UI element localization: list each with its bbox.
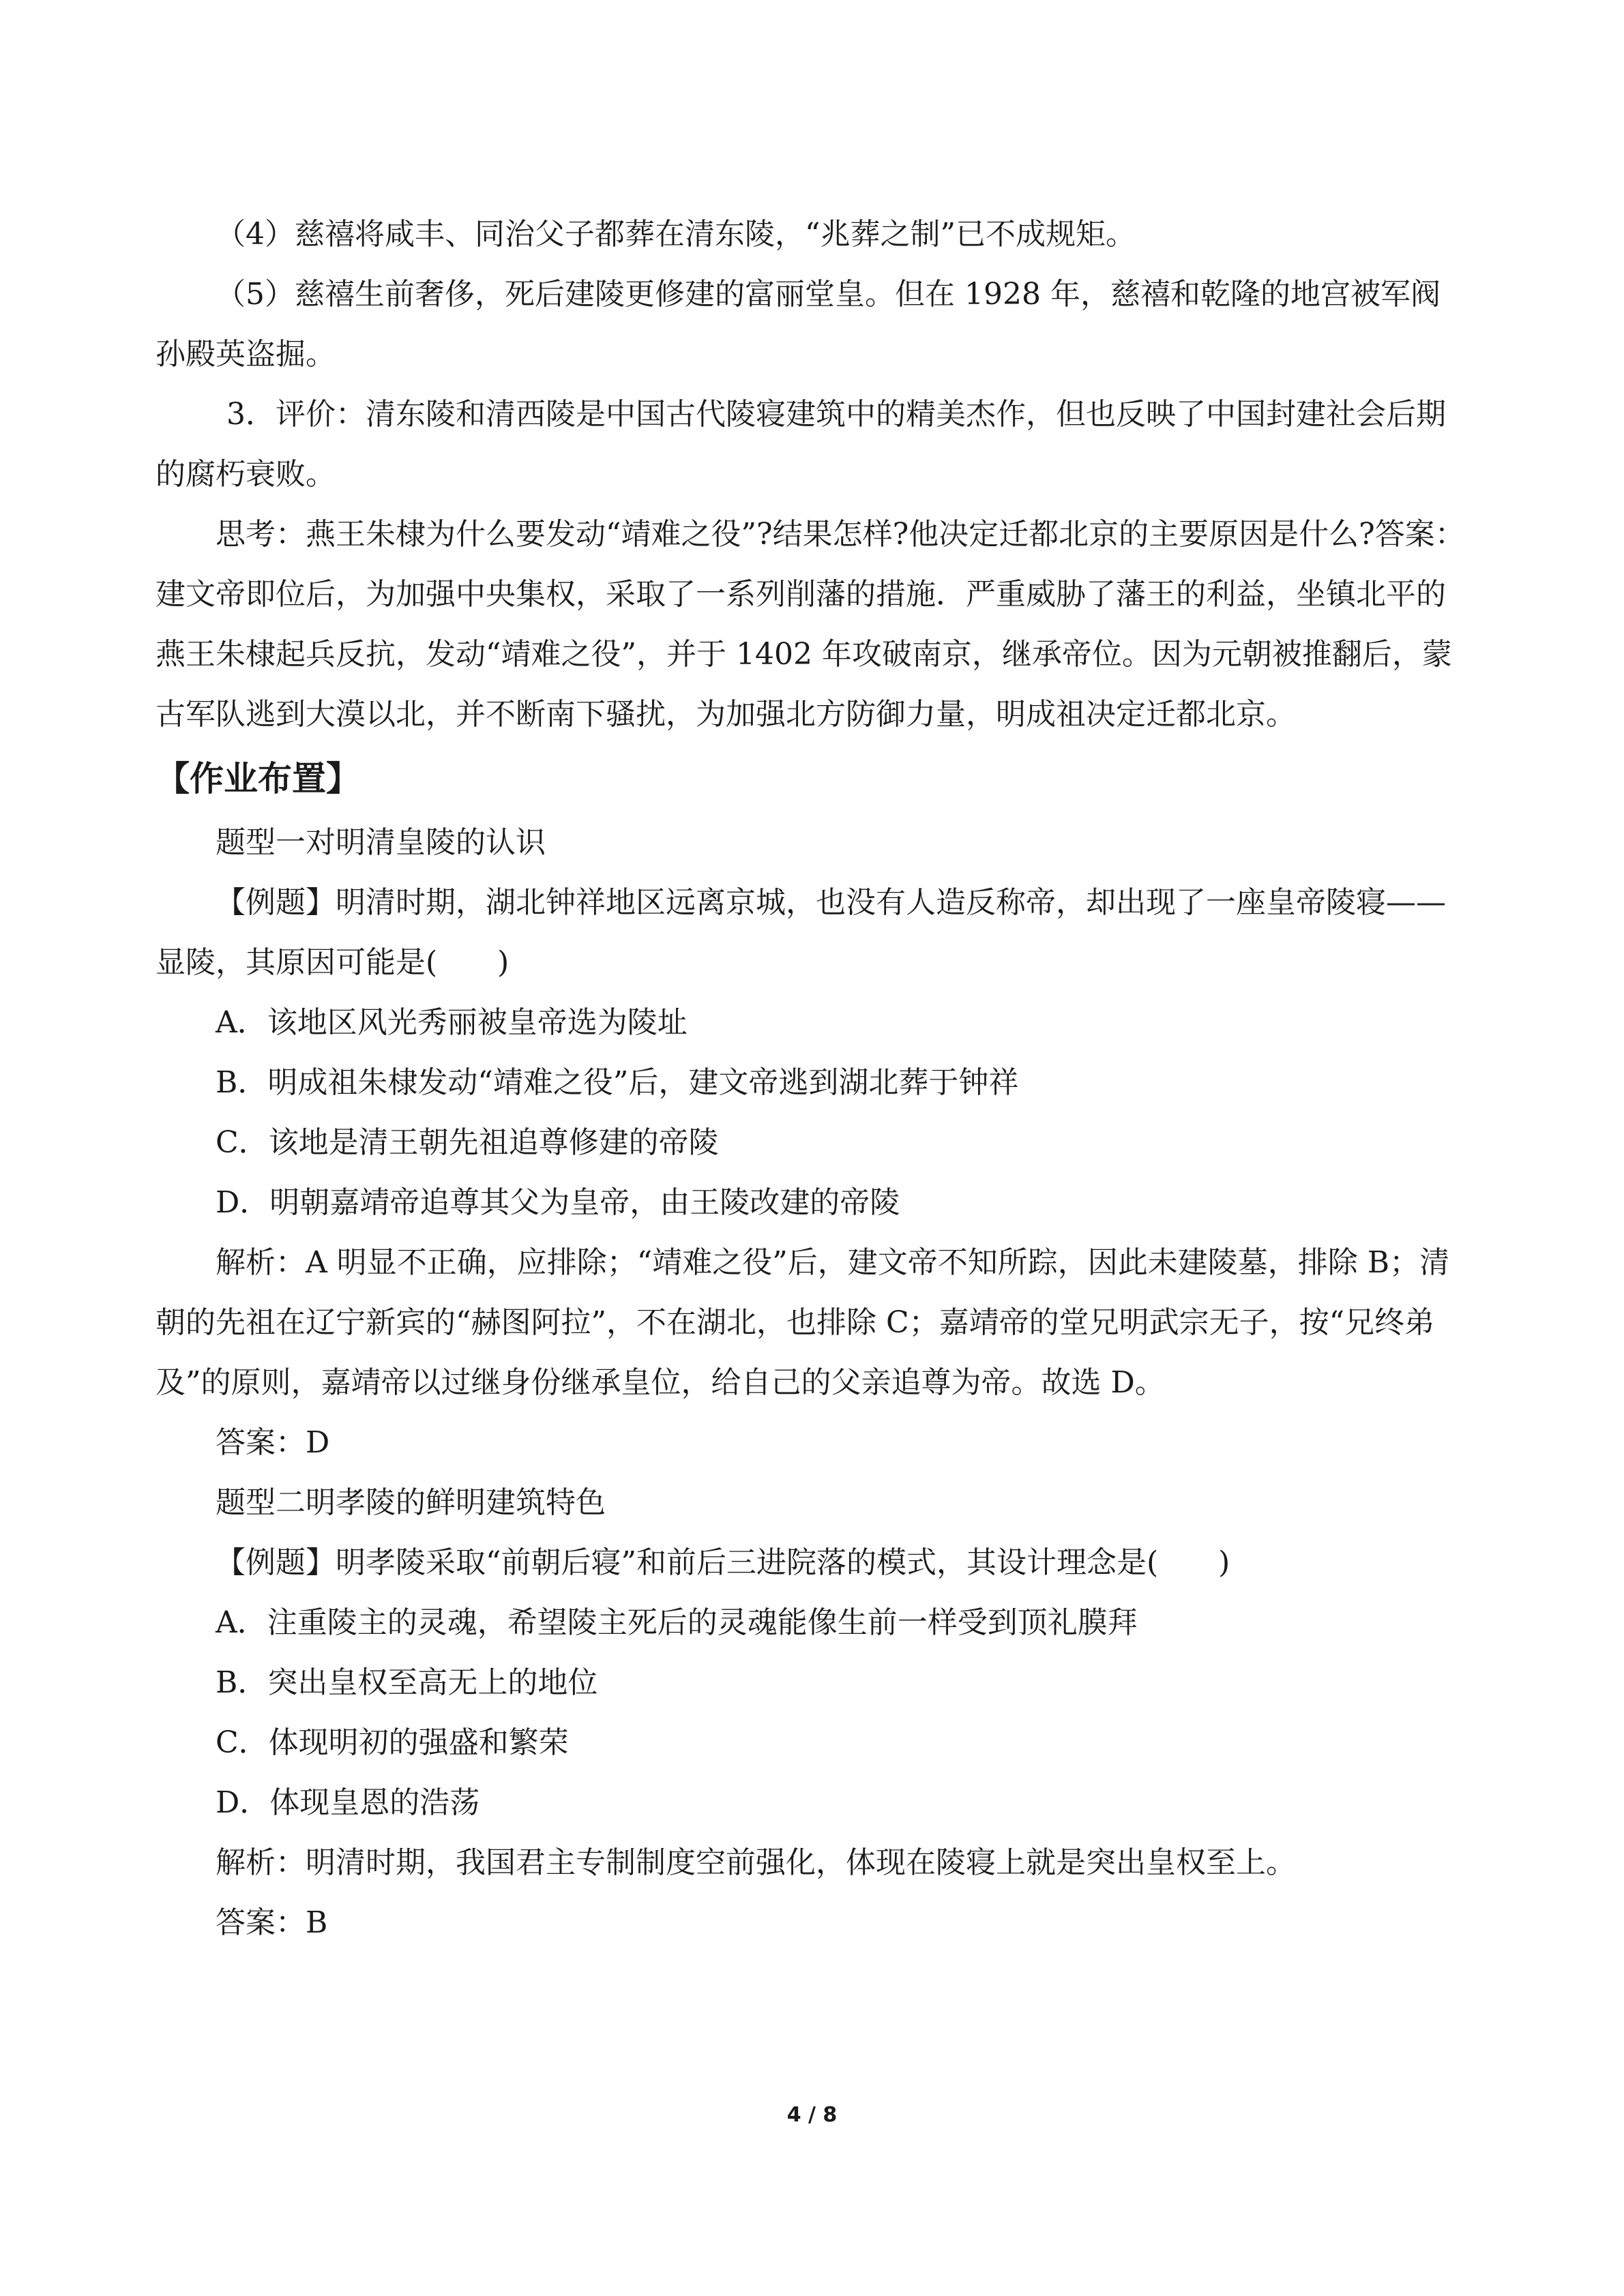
question-2-option-d: D．体现皇恩的浩荡 [216,1785,480,1820]
section-heading-homework: 【作业布置】 [156,759,360,799]
paragraph-item-5: （5）慈禧生前奢侈，死后建陵更修建的富丽堂皇。但在 1928 年，慈禧和乾隆的地宫被军阀孙殿英盗掘。 [156,277,1441,372]
paragraph-evaluation: 3．评价：清东陵和清西陵是中国古代陵寝建筑中的精美杰作，但也反映了中国封建社会后期的腐朽衰败。 [156,397,1446,492]
question-2-answer: 答案：B [216,1905,328,1940]
question-1-stem: 【例题】明清时期，湖北钟祥地区远离京城，也没有人造反称帝，却出现了一座皇帝陵寝——显陵，其原因可能是( ) [156,885,1446,980]
question-type-2-title: 题型二明孝陵的鲜明建筑特色 [216,1485,606,1520]
question-type-1-title: 题型一对明清皇陵的认识 [216,825,546,860]
question-1-answer: 答案：D [216,1425,330,1460]
paragraph-item-4: （4）慈禧将咸丰、同治父子都葬在清东陵，“兆葬之制”已不成规矩。 [216,217,1136,252]
question-1-option-a: A．该地区风光秀丽被皇帝选为陵址 [216,1005,688,1040]
question-1-option-c: C．该地是清王朝先祖追尊修建的帝陵 [216,1125,719,1160]
question-2-option-b: B．突出皇权至高无上的地位 [216,1665,598,1700]
paragraph-thinking: 思考：燕王朱棣为什么要发动“靖难之役”?结果怎样?他决定迁都北京的主要原因是什么?答案：建文帝即位后，为加强中央集权，采取了一系列削藩的措施．严重威胁了藩王的利益，坐镇北平的燕王朱棣起兵反抗，发动“靖难之役”，并于 1402 年攻破南京，继承帝位。因为元朝被推翻后，蒙古军队逃到大漠以北，并不断南下骚扰，为加强北方防御力量，明成祖决定迁都北京。 [156,517,1465,732]
question-2-option-a: A．注重陵主的灵魂，希望陵主死后的灵魂能像生前一样受到顶礼膜拜 [216,1605,1138,1640]
page-content [156,205,1468,1953]
page-number: 4 / 8 [786,2103,838,2127]
question-2-stem: 【例题】明孝陵采取“前朝后寝”和前后三进院落的模式，其设计理念是( ) [216,1545,1230,1580]
question-2-option-c: C．体现明初的强盛和繁荣 [216,1725,569,1760]
question-2-analysis: 解析：明清时期，我国君主专制制度空前强化，体现在陵寝上就是突出皇权至上。 [216,1845,1296,1880]
question-1-option-b: B．明成祖朱棣发动“靖难之役”后，建文帝逃到湖北葬于钟祥 [216,1065,1019,1100]
question-1-option-d: D．明朝嘉靖帝追尊其父为皇帝，由王陵改建的帝陵 [216,1185,900,1220]
question-1-analysis: 解析：A 明显不正确，应排除；“靖难之役”后，建文帝不知所踪，因此未建陵墓，排除 B；清朝的先祖在辽宁新宾的“赫图阿拉”，不在湖北，也排除 C；嘉靖帝的堂兄明武宗无子，按“兄终弟及”的原则，嘉靖帝以过继身份继承皇位，给自己的父亲追尊为帝。故选 D。 [156,1245,1450,1400]
